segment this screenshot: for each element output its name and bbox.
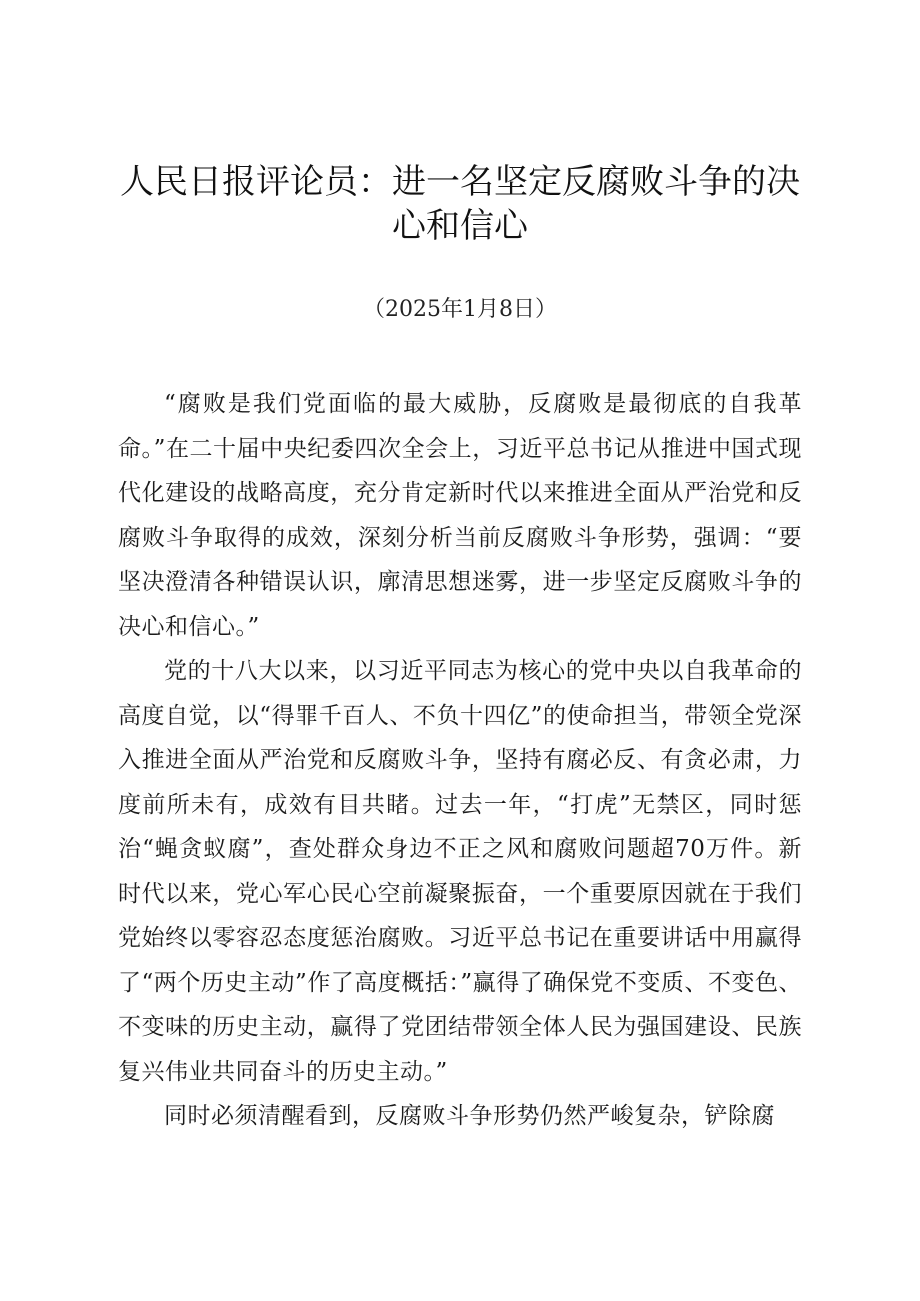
paragraph: 党的十八大以来，以习近平同志为核心的党中央以自我革命的高度自觉，以“得罪千百人、不负十四亿”的使命担当，带领全党深入推进全面从严治党和反腐败斗争，坚持有腐必反、有贪必肃，力度前所未有，成效有目共睹。过去一年，“打虎”无禁区，同时惩治“蝇贪蚁腐”，查处群众身边不正之风和腐败问题超70万件。新时代以来，党心军心民心空前凝聚振奋，一个重要原因就在于我们党始终以零容忍态度惩治腐败。习近平总书记在重要讲话中用赢得了“两个历史主动”作了高度概括：”赢得了确保党不变质、不变色、不变味的历史主动，赢得了党团结带领全体人民为强国建设、民族复兴伟业共同奋斗的历史主动。” xyxy=(118,658,802,1085)
document-date: （2025年1月8日） xyxy=(363,297,557,322)
paragraph: 同时必须清醒看到，反腐败斗争形势仍然严峻复杂，铲除腐 xyxy=(164,1103,775,1129)
document-body xyxy=(118,382,802,1139)
document-title: 人民日报评论员：进一名坚定反腐败斗争的决心和信心 xyxy=(120,162,800,246)
paragraph: “腐败是我们党面临的最大威胁，反腐败是最彻底的自我革命。”在二十届中央纪委四次全会上，习近平总书记从推进中国式现代化建设的战略高度，充分肯定新时代以来推进全面从严治党和反腐败斗争取得的成效，深刻分析当前反腐败斗争形势，强调：“要坚决澄清各种错误认识，廓清思想迷雾，进一步坚定反腐败斗争的决心和信心。” xyxy=(118,391,802,640)
